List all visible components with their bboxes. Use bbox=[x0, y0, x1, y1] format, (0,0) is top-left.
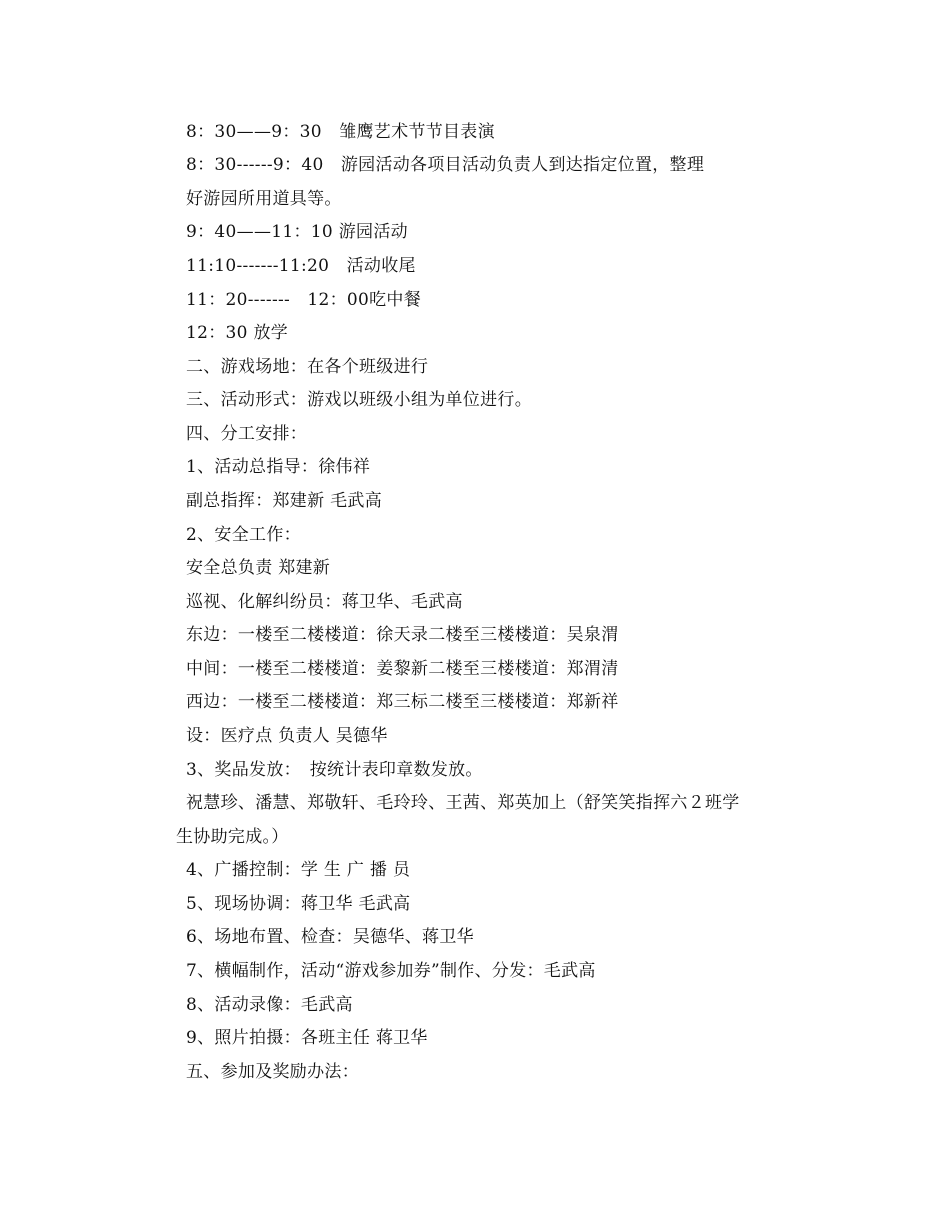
text-line: 6、场地布置、检查：吴德华、蒋卫华 bbox=[186, 927, 474, 947]
text-line: 5、现场协调：蒋卫华 毛武高 bbox=[186, 894, 411, 914]
text-line: 8、活动录像：毛武高 bbox=[186, 995, 353, 1015]
text-line: 好游园所用道具等。 bbox=[186, 189, 342, 209]
section-heading: 三、活动形式：游戏以班级小组为单位进行。 bbox=[186, 390, 532, 410]
text-line: 2、安全工作： bbox=[186, 525, 301, 545]
text-line: 7、横幅制作，活动“游戏参加券”制作、分发：毛武高 bbox=[186, 961, 596, 981]
text-line: 祝慧珍、潘慧、郑敬轩、毛玲玲、王茜、郑英加上（舒笑笑指挥六２班学 bbox=[186, 793, 740, 813]
text-line: 安全总负责 郑建新 bbox=[186, 558, 331, 578]
text-line: 中间：一楼至二楼楼道：姜黎新二楼至三楼楼道：郑渭清 bbox=[186, 659, 619, 679]
text-line: 8：30——9：30 雏鹰艺术节节目表演 bbox=[186, 122, 495, 142]
text-line: 9：40——11：10 游园活动 bbox=[186, 222, 408, 242]
text-line: 巡视、化解纠纷员：蒋卫华、毛武高 bbox=[186, 592, 463, 612]
text-line: 西边：一楼至二楼楼道：郑三标二楼至三楼楼道：郑新祥 bbox=[186, 692, 619, 712]
text-line: 11:10-------11:20 活动收尾 bbox=[186, 256, 416, 276]
text-line: 9、照片拍摄：各班主任 蒋卫华 bbox=[186, 1028, 428, 1048]
text-line: 4、广播控制：学 生 广 播 员 bbox=[186, 860, 411, 880]
section-heading: 二、游戏场地：在各个班级进行 bbox=[186, 357, 429, 377]
text-line: 设：医疗点 负责人 吴德华 bbox=[186, 726, 388, 746]
text-line: 东边：一楼至二楼楼道：徐天录二楼至三楼楼道：吴泉渭 bbox=[186, 625, 619, 645]
text-line: 生协助完成。） bbox=[176, 827, 289, 847]
text-line: 12：30 放学 bbox=[186, 323, 289, 343]
text-line: 11：20------- 12：00吃中餐 bbox=[186, 290, 422, 310]
text-line: 8：30------9：40 游园活动各项目活动负责人到达指定位置，整理 bbox=[186, 155, 705, 175]
text-line: 副总指挥：郑建新 毛武高 bbox=[186, 491, 383, 511]
text-line: 1、活动总指导：徐伟祥 bbox=[186, 457, 371, 477]
section-heading: 五、参加及奖励办法： bbox=[186, 1062, 359, 1082]
text-line: 3、奖品发放： 按统计表印章数发放。 bbox=[186, 760, 483, 780]
section-heading: 四、分工安排： bbox=[186, 424, 308, 444]
